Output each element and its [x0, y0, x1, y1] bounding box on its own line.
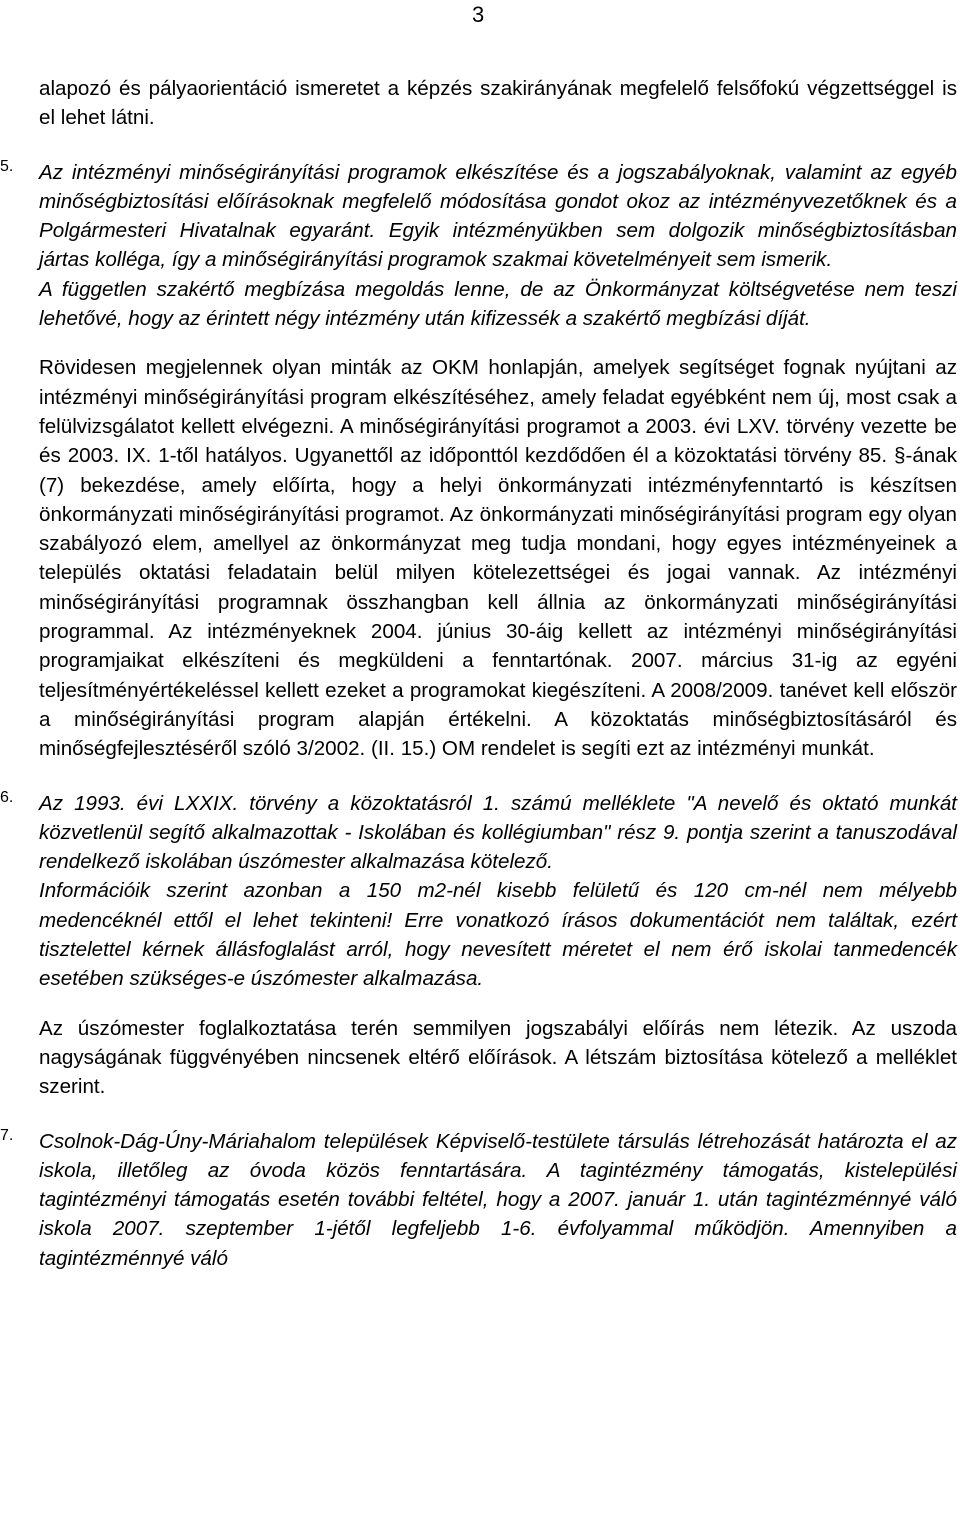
section-7: [0, 1126, 957, 1273]
section-6: [0, 788, 957, 1102]
question-paragraph: Információik szerint azonban a 150 m2-nél kisebb felületű és 120 cm-nél nem mélyebb medencéknél ettől el lehet tekinteni! Erre vonatkozó írásos dokumentációt nem találtak, ezért tisztelettel kérnek állásfoglalást arról, hogy nevesített méretet el nem érő iskolai tanmedencék esetében szükséges-e úszómester alkalmazása.: [39, 879, 957, 991]
document-body: [0, 74, 957, 1273]
question-paragraph: Az intézményi minőségirányítási programok elkészítése és a jogszabályoknak, valamint az egyéb minőségbiztosítási előírásoknak megfelelő módosítása gondot okoz az intézményvezetőknek és a Polgármesteri Hivatalnak egyaránt. Egyik intézményükben sem dolgozik minőségbiztosításban jártas kolléga, így a minőségirányítási programok szakmai követelményeit sem ismerik.: [39, 160, 957, 272]
section-number: 5.: [0, 157, 14, 175]
question-paragraph: A független szakértő megbízása megoldás lenne, de az Önkormányzat költségvetése nem teszi lehetővé, hogy az érintett négy intézmény után kifizessék a szakértő megbízási díját.: [39, 277, 957, 331]
answer-paragraph: Rövidesen megjelennek olyan minták az OKM honlapján, amelyek segítséget fognak nyújtani az intézményi minőségirányítási program elkészítéséhez, amely feladat egyébként nem új, most csak a felülvizsgálatot kellett elvégezni. A minőségirányítási programot a 2003. évi LXV. törvény vezette be és 2003. IX. 1-től hatályos. Ugyanettől az időponttól kezdődően él a közoktatási törvény 85. §-ának (7) bekezdése, amely előírta, hogy a helyi önkormányzati intézményfenntartó is készítsen önkormányzati minőségirányítási programot. Az önkormányzati minőségirányítási program egy olyan szabályozó elem, amellyel az önkormányzat meg tudja mondani, hogy egyes intézményeinek a település oktatási feladatain belül milyen kötelezettségei és jogai vannak. Az intézményi minőségirányítási programnak összhangban kell állnia az önkormányzati minőségirányítási programmal. Az intézményeknek 2004. június 30-áig kellett az intézményi minőségirányítási programjaikat elkészíteni és megküldeni a fenntartónak. 2007. március 31-ig az egyéni teljesítményértékeléssel kellett ezeket a programokat kiegészíteni. A 2008/2009. tanévet kell először a minőségirányítási program alapján értékelni. A közoktatás minőségbiztosításáról és minőségfejlesztéséről szóló 3/2002. (II. 15.) OM rendelet is segíti ezt az intézményi munkát.: [39, 356, 957, 761]
page-number: 3: [472, 2, 485, 27]
question-paragraph: Csolnok-Dág-Úny-Máriahalom települések Képviselő-testülete társulás létrehozását határozta el az iskola, illetőleg az óvoda közös fenntartására. A tagintézmény támogatás, kistelepülési tagintézményi támogatás esetén további feltétel, hogy a 2007. január 1. után tagintézménnyé váló iskola 2007. szeptember 1-jétől legfeljebb 1-6. évfolyammal működjön. Amennyiben a tagintézménnyé váló: [39, 1129, 957, 1270]
answer-paragraph: Az úszómester foglalkoztatása terén semmilyen jogszabályi előírás nem létezik. Az uszoda nagyságának függvényében nincsenek eltérő előírások. A létszám biztosítása kötelező a melléklet szerint.: [39, 1016, 957, 1099]
continuation-paragraph: alapozó és pályaorientáció ismeretet a képzés szakirányának megfelelő felsőfokú végzettséggel is el lehet látni.: [39, 77, 957, 130]
section-number: 7.: [0, 1126, 14, 1144]
section-5: [0, 157, 957, 764]
question-paragraph: Az 1993. évi LXXIX. törvény a közoktatásról 1. számú melléklete "A nevelő és oktató munkát közvetlenül segítő alkalmazottak - Iskolában és kollégiumban" rész 9. pontja szerint a tanuszodával rendelkező iskolában úszómester alkalmazása kötelező.: [39, 791, 957, 874]
section-number: 6.: [0, 788, 14, 806]
